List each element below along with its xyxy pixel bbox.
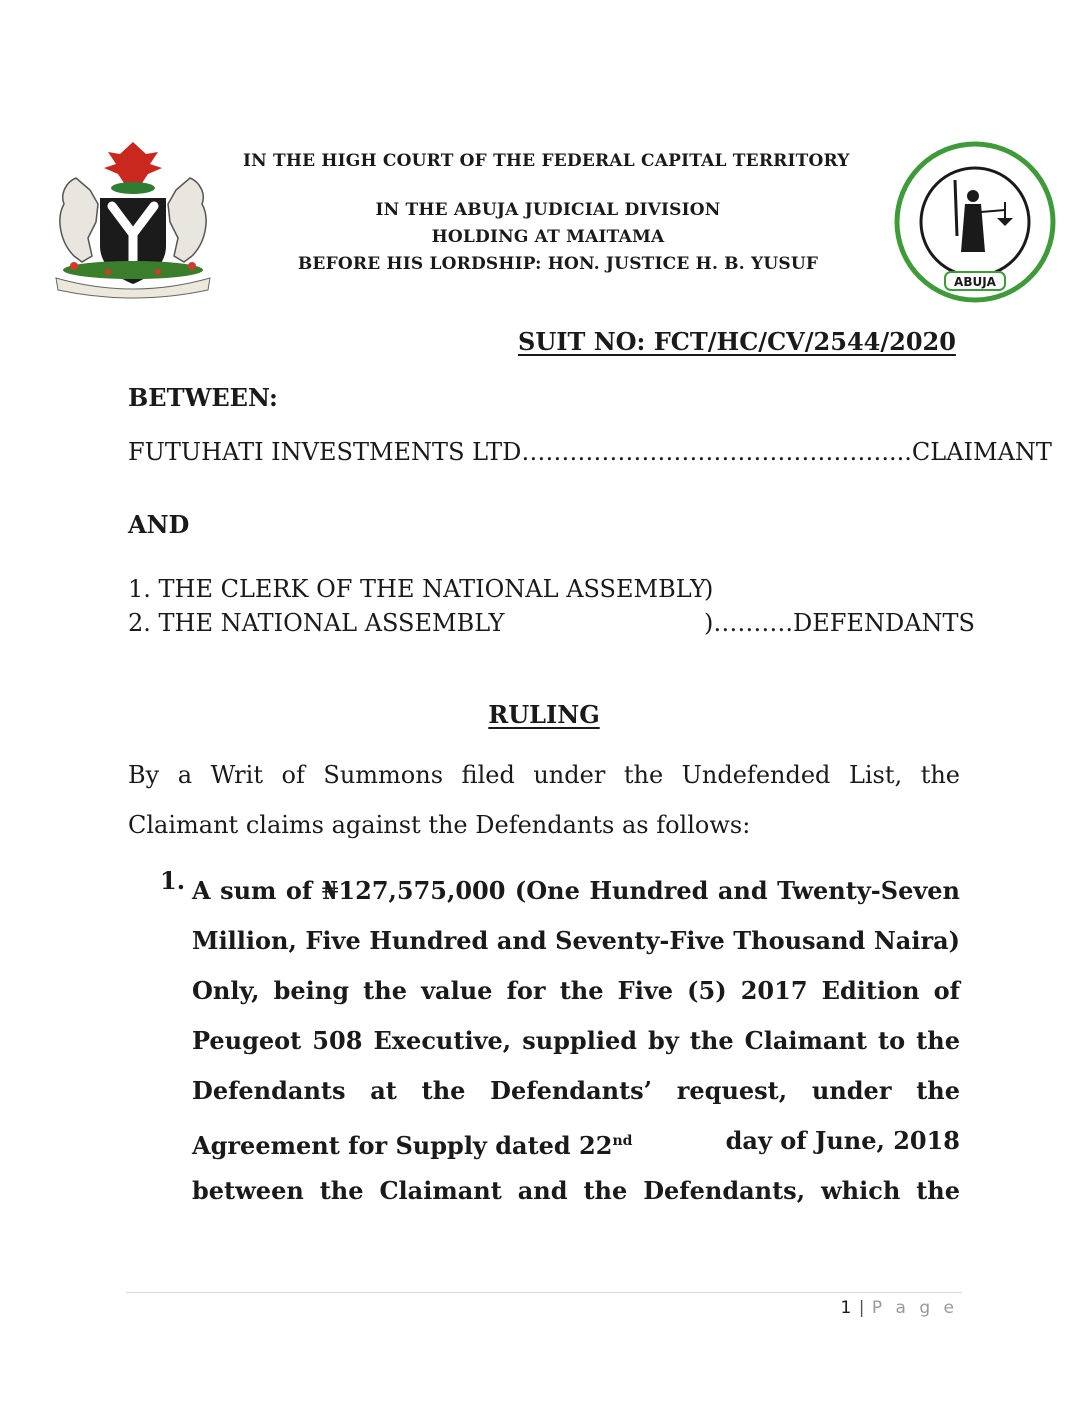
between-label: BETWEEN: (128, 383, 278, 412)
seal-city-text: ABUJA (954, 275, 996, 289)
page-number: 1 | P a g e (840, 1298, 958, 1318)
intro-paragraph: By a Writ of Summons filed under the Undefended List, the Claimant claims against the Defendants as follows: (128, 761, 960, 839)
defendant-1: 1. THE CLERK OF THE NATIONAL ASSEMBLY (128, 575, 706, 603)
fct-judiciary-seal (893, 140, 1057, 304)
ruling-title: RULING (488, 700, 600, 729)
judge-heading: BEFORE HIS LORDSHIP: HON. JUSTICE H. B. YUSUF (297, 254, 819, 274)
defendants-role: DEFENDANTS (793, 609, 975, 637)
defendants-dots: ………. (713, 609, 794, 637)
claim-line: Million, Five Hundred and Seventy-Five Thousand Naira) (192, 926, 960, 955)
claimant-dots: ……………………………………….... (521, 438, 912, 466)
suit-number: SUIT NO: FCT/HC/CV/2544/2020 (518, 327, 956, 356)
defendant-2: 2. THE NATIONAL ASSEMBLY (128, 609, 505, 637)
claimant-role: CLAIMANT (911, 438, 1052, 466)
claim-line: Defendants at the Defendants’ request, under the (192, 1076, 960, 1105)
claim-line: between the Claimant and the Defendants, which the (192, 1176, 960, 1205)
defendants-role-line (704, 609, 975, 637)
claim-line: A sum of ₦127,575,000 (One Hundred and Twenty-Seven (192, 876, 960, 905)
claimant-name: FUTUHATI INVESTMENTS LTD (128, 438, 522, 466)
claim-line: Only, being the value for the Five (5) 2017 Edition of (192, 976, 960, 1005)
claim-line: Agreement for Supply dated 22nd day of June, 2018 (192, 1126, 960, 1160)
holding-heading: HOLDING AT MAITAMA (431, 227, 665, 247)
footer-divider (126, 1292, 962, 1293)
claimant-line (128, 438, 1052, 466)
division-heading: IN THE ABUJA JUDICIAL DIVISION (375, 200, 721, 220)
claim-1-number: 1. (160, 866, 186, 895)
and-label: AND (128, 510, 190, 539)
court-heading: IN THE HIGH COURT OF THE FEDERAL CAPITAL TERRITORY (243, 151, 850, 171)
claim-1-text (192, 866, 960, 1216)
coat-of-arms-logo (38, 138, 228, 300)
claim-line: Peugeot 508 Executive, supplied by the Claimant to the (192, 1026, 960, 1055)
defendant-2-bracket: ) (704, 609, 714, 637)
defendant-1-bracket: ) (704, 575, 714, 603)
